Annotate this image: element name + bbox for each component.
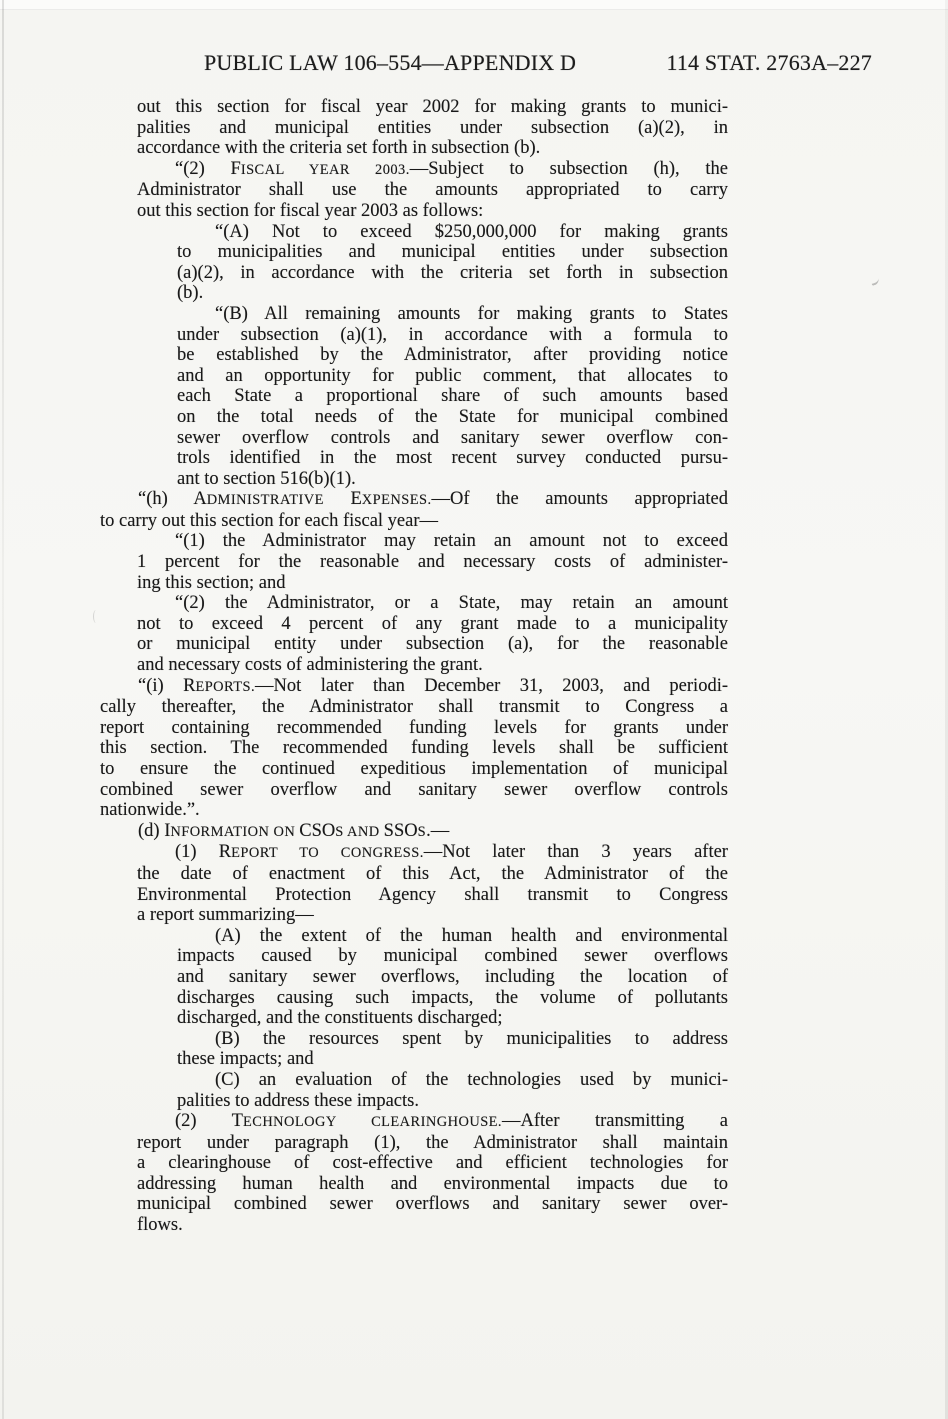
text-run: and necessary costs of administering the grant. bbox=[137, 655, 483, 676]
text-line bbox=[177, 1029, 728, 1050]
text-run: palities to address these impacts. bbox=[177, 1090, 419, 1111]
text-line bbox=[177, 222, 728, 243]
text-run: (B) the resources spent by municipalities to address bbox=[215, 1028, 728, 1049]
text-run: accordance with the criteria set forth in subsection (b). bbox=[137, 138, 541, 159]
text-run: “(h) A bbox=[138, 489, 207, 510]
text-line bbox=[137, 864, 728, 885]
small-caps-text: XPENSES. bbox=[361, 492, 432, 509]
text-line bbox=[177, 448, 728, 469]
text-line bbox=[177, 1070, 728, 1091]
text-run: a report summarizing— bbox=[137, 905, 314, 926]
page-body bbox=[100, 97, 728, 1236]
text-run: ant to section 516(b)(1). bbox=[177, 468, 356, 489]
small-caps-text: EPORT TO CONGRESS. bbox=[231, 845, 424, 862]
text-run: under subsection (a)(1), in accordance with a formula to bbox=[177, 324, 728, 345]
text-run: (C) an evaluation of the technologies used by munici- bbox=[215, 1069, 728, 1090]
text-run: this section. The recommended funding levels shall be sufficient bbox=[100, 738, 728, 759]
text-line bbox=[137, 1194, 728, 1215]
text-line bbox=[177, 428, 728, 449]
text-run: out this section for fiscal year 2003 as follows: bbox=[137, 200, 484, 221]
text-run: addressing human health and environmental impacts due to bbox=[137, 1173, 728, 1194]
small-caps-text: EPORTS. bbox=[195, 678, 256, 695]
text-line bbox=[137, 118, 728, 139]
text-run: discharged, and the constituents discharged; bbox=[177, 1008, 503, 1029]
text-run: report under paragraph (1), the Administrator shall maintain bbox=[137, 1132, 728, 1153]
text-run: —Subject to subsection (h), the bbox=[409, 158, 729, 179]
text-run: —Not later than December 31, 2003, and periodi- bbox=[255, 675, 728, 696]
text-run: to municipalities and municipal entities under subsection bbox=[177, 242, 728, 263]
text-run: (A) the extent of the human health and environmental bbox=[215, 925, 728, 946]
text-run: a clearinghouse of cost-effective and efficient technologies for bbox=[137, 1153, 728, 1174]
text-line bbox=[177, 946, 728, 967]
text-run: report containing recommended funding levels for grants under bbox=[100, 717, 728, 738]
text-run: to carry out this section for each fiscal year— bbox=[100, 510, 439, 531]
small-caps-text: ECHNOLOGY CLEARINGHOUSE. bbox=[242, 1114, 502, 1131]
text-line bbox=[177, 967, 728, 988]
text-line bbox=[137, 1153, 728, 1174]
text-line bbox=[177, 242, 728, 263]
text-run: nationwide.”. bbox=[100, 800, 200, 821]
text-run: “(A) Not to exceed $250,000,000 for making grants bbox=[215, 221, 728, 242]
text-line bbox=[100, 676, 728, 698]
text-line bbox=[177, 1049, 728, 1070]
text-run: each State a proportional share of such amounts based bbox=[177, 386, 728, 407]
text-line bbox=[137, 97, 728, 118]
text-line bbox=[177, 988, 728, 1009]
text-run: .— bbox=[426, 820, 450, 841]
text-line bbox=[137, 531, 728, 552]
text-run: on the total needs of the State for municipal combined bbox=[177, 406, 728, 427]
text-line bbox=[177, 366, 728, 387]
text-run: ing this section; and bbox=[137, 572, 286, 593]
small-caps-text: NFORMATION ON bbox=[170, 823, 300, 840]
text-line bbox=[100, 759, 728, 780]
text-run: (d) I bbox=[138, 820, 171, 841]
text-run: (b). bbox=[177, 283, 204, 304]
header-stat-page-number: 114 STAT. 2763A–227 bbox=[666, 50, 872, 75]
text-run: “(2) F bbox=[175, 158, 241, 179]
text-line bbox=[137, 842, 728, 864]
text-run: palities and municipal entities under subsection (a)(2), in bbox=[137, 117, 728, 138]
text-run: out this section for fiscal year 2002 for making grants to munici- bbox=[137, 97, 728, 117]
text-run: and an opportunity for public comment, that allocates to bbox=[177, 365, 728, 386]
text-run: “(i) R bbox=[138, 675, 196, 696]
small-caps-text: ISCAL YEAR 2003. bbox=[240, 161, 410, 178]
text-line bbox=[100, 800, 728, 821]
text-run: discharges causing such impacts, the volume of pollutants bbox=[177, 987, 728, 1008]
text-line bbox=[137, 885, 728, 906]
text-line bbox=[137, 180, 728, 201]
text-line bbox=[137, 159, 728, 181]
text-line bbox=[137, 614, 728, 635]
text-run: (1) R bbox=[175, 842, 232, 863]
text-run: —Of the amounts appropriated bbox=[431, 489, 728, 510]
small-caps-text: DMINISTRATIVE bbox=[206, 492, 324, 509]
text-line bbox=[137, 655, 728, 676]
text-line bbox=[177, 325, 728, 346]
scan-ink-speck bbox=[870, 276, 880, 286]
text-run: (a)(2), in accordance with the criteria set forth in subsection bbox=[177, 262, 728, 283]
page-header bbox=[204, 49, 872, 76]
text-run: not to exceed 4 percent of any grant made to a municipality bbox=[137, 613, 728, 634]
text-run: Environmental Protection Agency shall transmit to Congress bbox=[137, 884, 728, 905]
text-line bbox=[137, 1215, 728, 1236]
scan-edge-top bbox=[0, 0, 948, 10]
text-run: (2) T bbox=[175, 1111, 243, 1132]
text-run: be established by the Administrator, after providing notice bbox=[177, 345, 728, 366]
text-line bbox=[137, 1174, 728, 1195]
text-line bbox=[177, 926, 728, 947]
text-line bbox=[177, 263, 728, 284]
text-run: trols identified in the most recent survey conducted pursu- bbox=[177, 448, 728, 469]
text-line bbox=[177, 283, 728, 304]
text-line bbox=[137, 1133, 728, 1154]
text-line bbox=[177, 304, 728, 325]
text-run: —After transmitting a bbox=[501, 1111, 729, 1132]
text-line bbox=[177, 386, 728, 407]
text-line bbox=[100, 780, 728, 801]
text-line bbox=[177, 1008, 728, 1029]
text-run: —Not later than 3 years after bbox=[423, 842, 728, 863]
text-line bbox=[177, 469, 728, 490]
text-line bbox=[100, 718, 728, 739]
text-line bbox=[137, 1111, 728, 1133]
text-run: these impacts; and bbox=[177, 1049, 314, 1070]
small-caps-text: S bbox=[417, 823, 427, 840]
text-line bbox=[177, 1091, 728, 1112]
text-line bbox=[137, 905, 728, 926]
text-run: impacts caused by municipal combined sewer overflows bbox=[177, 946, 728, 967]
text-line bbox=[137, 634, 728, 655]
scan-ink-speck bbox=[93, 610, 99, 623]
text-run: sewer overflow controls and sanitary sewer overflow con- bbox=[177, 427, 728, 448]
text-run: Administrator shall use the amounts appropriated to carry bbox=[137, 180, 728, 201]
text-run: cally thereafter, the Administrator shall transmit to Congress a bbox=[100, 697, 728, 718]
text-run: to ensure the continued expeditious implementation of municipal bbox=[100, 759, 728, 779]
header-law-title: PUBLIC LAW 106–554—APPENDIX D bbox=[204, 50, 577, 75]
scan-edge-left bbox=[2, 0, 4, 1419]
text-run: CSO bbox=[299, 820, 336, 841]
text-run: flows. bbox=[137, 1215, 183, 1236]
text-line bbox=[137, 593, 728, 614]
text-run: “(1) the Administrator may retain an amount not to exceed bbox=[175, 531, 728, 552]
text-line bbox=[100, 697, 728, 718]
text-run: SSO bbox=[383, 820, 418, 841]
text-line bbox=[100, 821, 728, 843]
text-line bbox=[100, 738, 728, 759]
text-line bbox=[137, 201, 728, 222]
text-line bbox=[100, 489, 728, 511]
text-run: combined sewer overflow and sanitary sewer overflow controls bbox=[100, 779, 728, 800]
small-caps-text: S AND bbox=[335, 823, 384, 840]
text-line bbox=[177, 407, 728, 428]
text-line bbox=[137, 573, 728, 594]
text-run: the date of enactment of this Act, the Administrator of the bbox=[137, 863, 728, 884]
text-run: “(2) the Administrator, or a State, may retain an amount bbox=[175, 593, 728, 614]
text-line bbox=[100, 511, 728, 532]
text-line bbox=[137, 138, 728, 159]
text-run: “(B) All remaining amounts for making grants to States bbox=[215, 303, 728, 324]
text-run: 1 percent for the reasonable and necessary costs of administer- bbox=[137, 552, 728, 573]
text-run: or municipal entity under subsection (a), for the reasonable bbox=[137, 634, 728, 655]
text-run: municipal combined sewer overflows and sanitary sewer over- bbox=[137, 1194, 728, 1215]
text-run: and sanitary sewer overflows, including the location of bbox=[177, 966, 728, 987]
text-line bbox=[137, 552, 728, 573]
text-run: E bbox=[323, 489, 362, 510]
text-line bbox=[177, 345, 728, 366]
